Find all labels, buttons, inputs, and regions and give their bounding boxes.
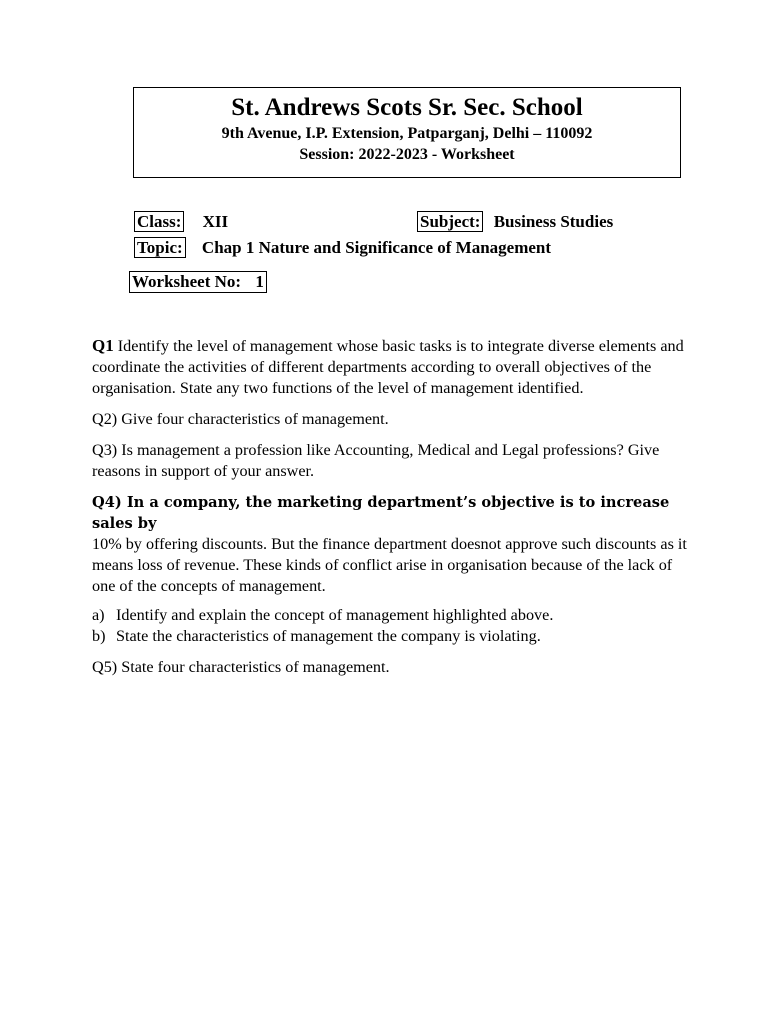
- school-header-box: [133, 87, 681, 178]
- question-4-lead: Q4) In a company, the marketing department’s objective is to increase sales by: [92, 494, 670, 532]
- question-5: Q5) State four characteristics of management.: [92, 658, 390, 676]
- topic-label: Topic:: [134, 237, 186, 258]
- question-4-subpart-b: [92, 626, 692, 647]
- school-address: 9th Avenue, I.P. Extension, Patparganj, Delhi – 110092: [221, 125, 593, 142]
- question-1-number: Q1: [92, 336, 114, 355]
- question-3: Q3) Is management a profession like Accounting, Medical and Legal professions? Give reasons in support of your answer.: [92, 441, 660, 480]
- session-title: Session: 2022-2023 - Worksheet: [299, 146, 515, 163]
- worksheet-number-box: [129, 271, 267, 293]
- subpart-b-text: State the characteristics of management the company is violating.: [116, 627, 541, 645]
- subject-label: Subject:: [417, 211, 483, 232]
- subpart-b-marker: b): [92, 627, 106, 645]
- worksheet-value: 1: [255, 272, 264, 291]
- subpart-a-marker: a): [92, 606, 105, 624]
- question-4: [92, 492, 692, 597]
- question-2: Q2) Give four characteristics of management.: [92, 410, 389, 428]
- subpart-a-text: Identify and explain the concept of management highlighted above.: [116, 606, 554, 624]
- topic-field: [134, 238, 551, 258]
- subject-field: [417, 212, 613, 232]
- question-list: [92, 335, 692, 688]
- question-1-text: Identify the level of management whose basic tasks is to integrate diverse elements and coordinate the activities of different departments according to overall objectives of the organisation. State any two functions of the level of management identified.: [92, 337, 684, 397]
- question-4-subpart-a: [92, 605, 692, 626]
- subject-value: Business Studies: [493, 212, 614, 231]
- question-4-text: 10% by offering discounts. But the finance department doesnot approve such discounts as it means loss of revenue. These kinds of conflict arise in organisation because of the lack of one of the concepts of management.: [92, 535, 687, 595]
- topic-value: Chap 1 Nature and Significance of Management: [201, 238, 552, 257]
- class-field: [134, 212, 228, 232]
- question-4-subparts: [92, 605, 692, 647]
- class-label: Class:: [134, 211, 184, 232]
- worksheet-label: Worksheet No:: [132, 272, 242, 291]
- school-name: St. Andrews Scots Sr. Sec. School: [231, 94, 583, 121]
- question-1: [92, 335, 692, 399]
- class-value: XII: [202, 212, 229, 231]
